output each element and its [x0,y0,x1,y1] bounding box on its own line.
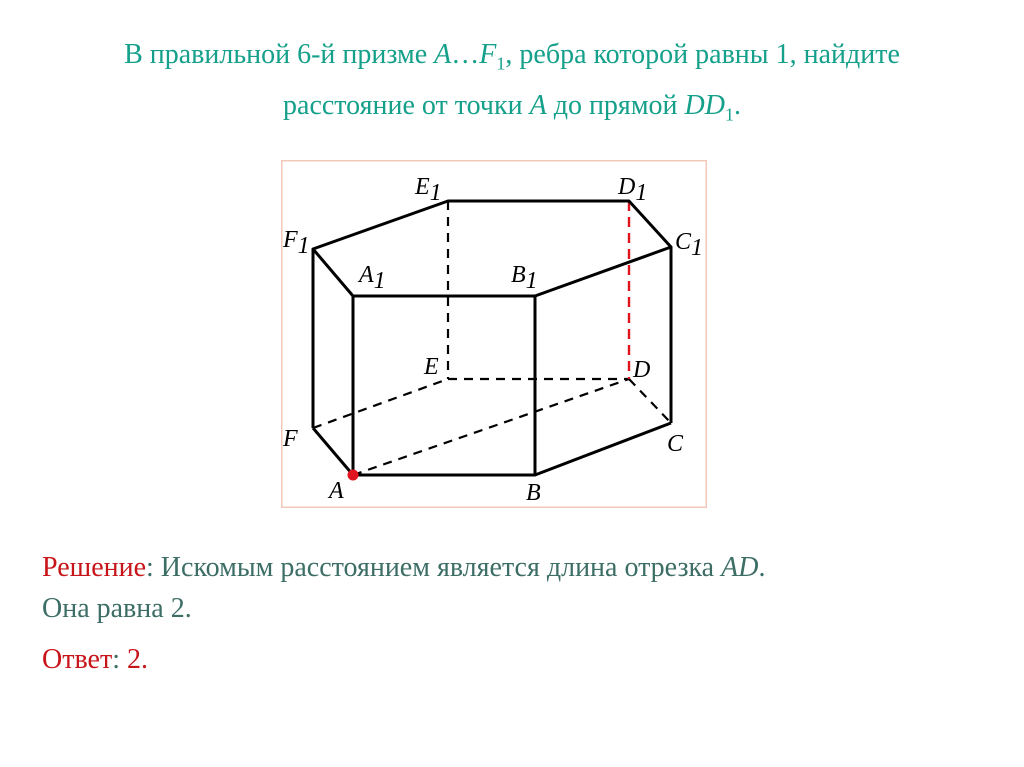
problem-line-2 [30,85,994,136]
point-a-marker [348,470,359,481]
label-e1: E1 [415,174,442,206]
solution-period: . [758,552,766,583]
label-b: B [526,480,541,506]
problem-period: . [733,89,741,121]
solution-block [42,547,982,629]
ellipsis: … [451,39,480,70]
problem-text: расстояние от точки [283,89,530,121]
solution-colon: : [146,552,161,583]
label-b1: B1 [511,262,538,294]
problem-statement [30,34,994,135]
prism-vertex-f: F [479,39,497,70]
problem-text: В правильной 6-й призме [124,39,435,70]
label-a1: A1 [359,262,386,294]
prism-vertex-a: A [434,39,452,70]
solution-line-2: Она равна 2. [42,593,192,624]
label-d1: D1 [618,174,648,206]
problem-text: до прямой [546,89,685,121]
figure-frame [282,161,707,508]
problem-line-1 [30,34,994,85]
label-a: A [329,478,344,504]
segment-ad: AD [721,552,759,583]
label-c: C [667,431,684,457]
solution-text: Искомым расстоянием является длина отрезка [160,552,722,583]
answer-label: Ответ [42,644,113,675]
label-e: E [424,354,439,380]
answer-period: . [140,644,148,675]
label-c1: C1 [675,229,704,261]
line-dd1-sub: 1 [724,104,734,125]
label-d: D [633,357,651,383]
answer-value: 2 [126,644,141,675]
prism-vertex-f-sub: 1 [496,53,506,74]
answer-block [42,640,148,680]
point-a: A [529,89,547,121]
answer-colon: : [112,644,127,675]
label-f: F [283,426,298,452]
line-dd1: DD [684,89,725,121]
problem-text: , ребра которой равны 1, найдите [505,39,900,70]
solution-line-1 [42,547,982,588]
solution-label: Решение [42,552,147,583]
prism-figure [281,160,707,508]
label-f1: F1 [283,227,310,259]
